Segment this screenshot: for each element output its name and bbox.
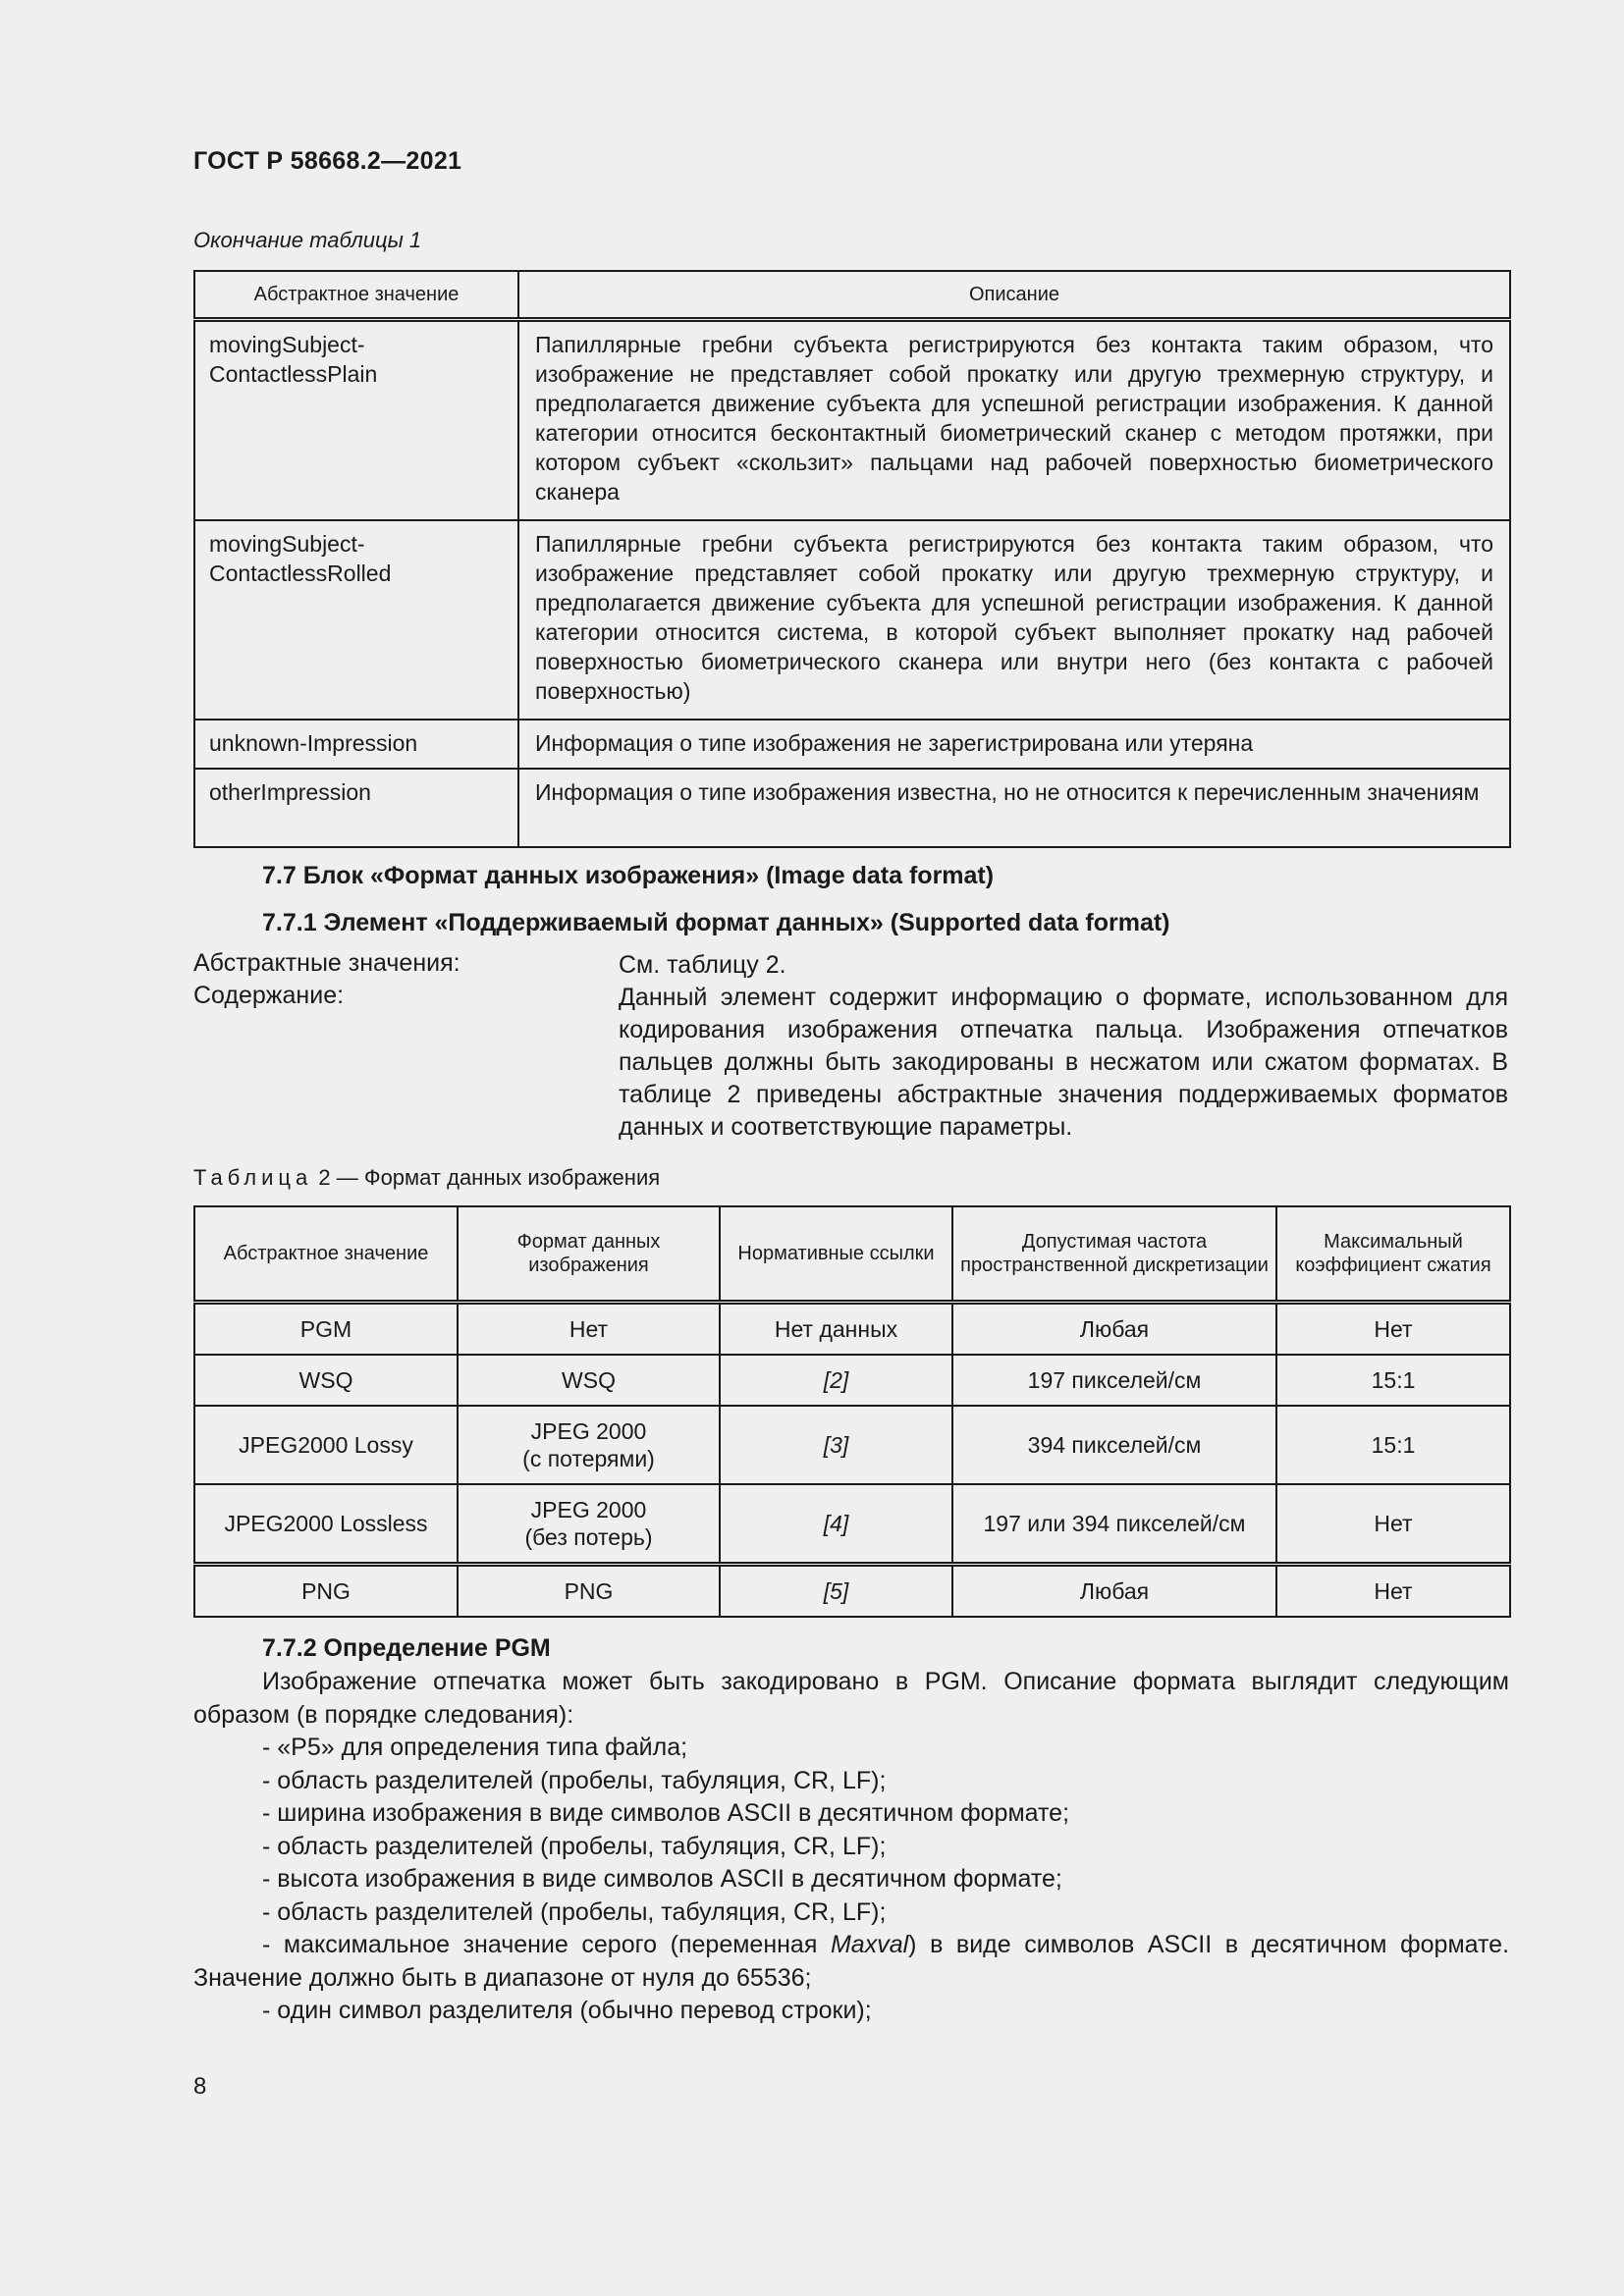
table1-header-row [194, 271, 1510, 320]
list-item: - один символ разделителя (обычно перевод строки); [262, 1997, 872, 2024]
table2-header-cell: Максимальный коэффициент сжатия [1276, 1206, 1510, 1303]
table-row [194, 769, 1510, 847]
list-item: - область разделителей (пробелы, табуляция, CR, LF); [262, 1766, 887, 1794]
maxval-pre: - максимальное значение серого (переменная [262, 1931, 831, 1958]
table2-header-row [194, 1206, 1510, 1303]
table-row [194, 1355, 1510, 1406]
table2 [193, 1205, 1511, 1618]
table2-header-cell: Нормативные ссылки [720, 1206, 952, 1303]
table2-cell: 15:1 [1276, 1355, 1510, 1406]
table1-key: otherImpression [194, 769, 518, 847]
document-header: ГОСТ Р 58668.2—2021 [193, 147, 462, 175]
table2-cell: 15:1 [1276, 1406, 1510, 1484]
table2-cell: Нет [1276, 1565, 1510, 1618]
table2-cell: Нет [1276, 1303, 1510, 1356]
list-item: - область разделителей (пробелы, табуляция, CR, LF); [262, 1897, 887, 1926]
table1-desc: Информация о типе изображения известна, но не относится к перечисленным значениям [518, 769, 1510, 847]
pgm-definition-body [193, 1666, 1509, 2028]
table2-cell: PNG [458, 1565, 720, 1618]
content-label: Содержание: [193, 982, 345, 1009]
pgm-intro: Изображение отпечатка может быть закодировано в PGM. Описание формата выглядит следующим образом (в порядке следования): [193, 1668, 1509, 1729]
table2-cell: [5] [720, 1565, 952, 1618]
table1-key: unknown-Impression [194, 720, 518, 769]
table2-caption-word: Таблица [193, 1165, 313, 1190]
content-value: Данный элемент содержит информацию о формате, использованном для кодирования изображения отпечатка пальца. Изображения отпечатков пальцев должны быть закодированы в несжатом или сжатом форматах. В таблице 2 приведены абстрактные значения поддерживаемых форматов данных и соответствующие параметры. [619, 984, 1508, 1141]
table2-caption [193, 1165, 660, 1191]
table2-cell: 197 пикселей/см [952, 1355, 1276, 1406]
table2-cell: [4] [720, 1484, 952, 1565]
list-item: - высота изображения в виде символов ASCII в десятичном формате; [262, 1865, 1062, 1893]
table-row [194, 520, 1510, 720]
list-item: - область разделителей (пробелы, табуляция, CR, LF); [262, 1832, 887, 1860]
table2-cell: 394 пикселей/см [952, 1406, 1276, 1484]
table1-desc: Папиллярные гребни субъекта регистрируются без контакта таким образом, что изображение не представляет собой прокатку или другую трехмерную структуру, и предполагается движение субъекта для успешной регистрации изображения. К данной категории относится бесконтактный биометрический сканер с методом протяжки, при котором субъект «скользит» пальцами над рабочей поверхностью биометрического сканера [518, 320, 1510, 521]
table2-header-cell: Абстрактное значение [194, 1206, 458, 1303]
table-row [194, 320, 1510, 521]
section-heading-7-7-2: 7.7.2 Определение PGM [262, 1634, 551, 1662]
table1-caption: Окончание таблицы 1 [193, 228, 422, 252]
table1-header-key: Абстрактное значение [194, 271, 518, 320]
list-item: - «Р5» для определения типа файла; [262, 1734, 688, 1761]
table2-cell: PNG [194, 1565, 458, 1618]
table2-cell: WSQ [458, 1355, 720, 1406]
table2-cell: Любая [952, 1303, 1276, 1356]
table-row [194, 1484, 1510, 1565]
table2-cell: JPEG 2000 (с потерями) [458, 1406, 720, 1484]
maxval-post: ) в виде символов ASCII в десятичном формате. Значение должно быть в диапазоне от нуля до 65536; [193, 1931, 1510, 1992]
abstract-values-label: Абстрактные значения: [193, 949, 460, 977]
table2-header-cell: Формат данных изображения [458, 1206, 720, 1303]
list-item-maxval [193, 1929, 1509, 1995]
table2-cell: [2] [720, 1355, 952, 1406]
table2-cell: [3] [720, 1406, 952, 1484]
table1-desc: Папиллярные гребни субъекта регистрируются без контакта таким образом, что изображение представляет собой прокатку или другую трехмерную структуру, и предполагается движение субъекта для успешной регистрации изображения. К данной категории относится система, в которой субъект выполняет прокатку над рабочей поверхностью биометрического сканера или внутри него (без контакта с рабочей поверхностью) [518, 520, 1510, 720]
table2-cell: PGM [194, 1303, 458, 1356]
table1 [193, 270, 1511, 848]
page-number: 8 [193, 2073, 207, 2100]
table2-cell: Нет данных [720, 1303, 952, 1356]
table1-key: movingSubject- ContactlessPlain [194, 320, 518, 521]
table-row [194, 1406, 1510, 1484]
table2-cell: WSQ [194, 1355, 458, 1406]
table2-cell: JPEG2000 Lossless [194, 1484, 458, 1565]
table-row [194, 1565, 1510, 1618]
table2-cell: Любая [952, 1565, 1276, 1618]
table2-cell: Нет [1276, 1484, 1510, 1565]
table2-cell: JPEG2000 Lossy [194, 1406, 458, 1484]
table-row [194, 1303, 1510, 1356]
list-item: - ширина изображения в виде символов ASCII в десятичном формате; [262, 1799, 1070, 1827]
table2-header-cell: Допустимая частота пространственной дискретизации [952, 1206, 1276, 1303]
table-row [194, 720, 1510, 769]
table1-header-desc: Описание [518, 271, 1510, 320]
maxval-variable: Maxval [830, 1931, 909, 1958]
abstract-values-value: См. таблицу 2. [619, 951, 786, 979]
table2-cell: JPEG 2000 (без потерь) [458, 1484, 720, 1565]
table1-desc: Информация о типе изображения не зарегистрирована или утеряна [518, 720, 1510, 769]
table2-cell: Нет [458, 1303, 720, 1356]
table2-caption-rest: 2 — Формат данных изображения [318, 1165, 661, 1190]
section-heading-7-7-1: 7.7.1 Элемент «Поддерживаемый формат данных» (Supported data format) [262, 909, 1170, 936]
table2-cell: 197 или 394 пикселей/см [952, 1484, 1276, 1565]
section-heading-7-7: 7.7 Блок «Формат данных изображения» (Image data format) [262, 862, 995, 889]
table1-key: movingSubject- ContactlessRolled [194, 520, 518, 720]
